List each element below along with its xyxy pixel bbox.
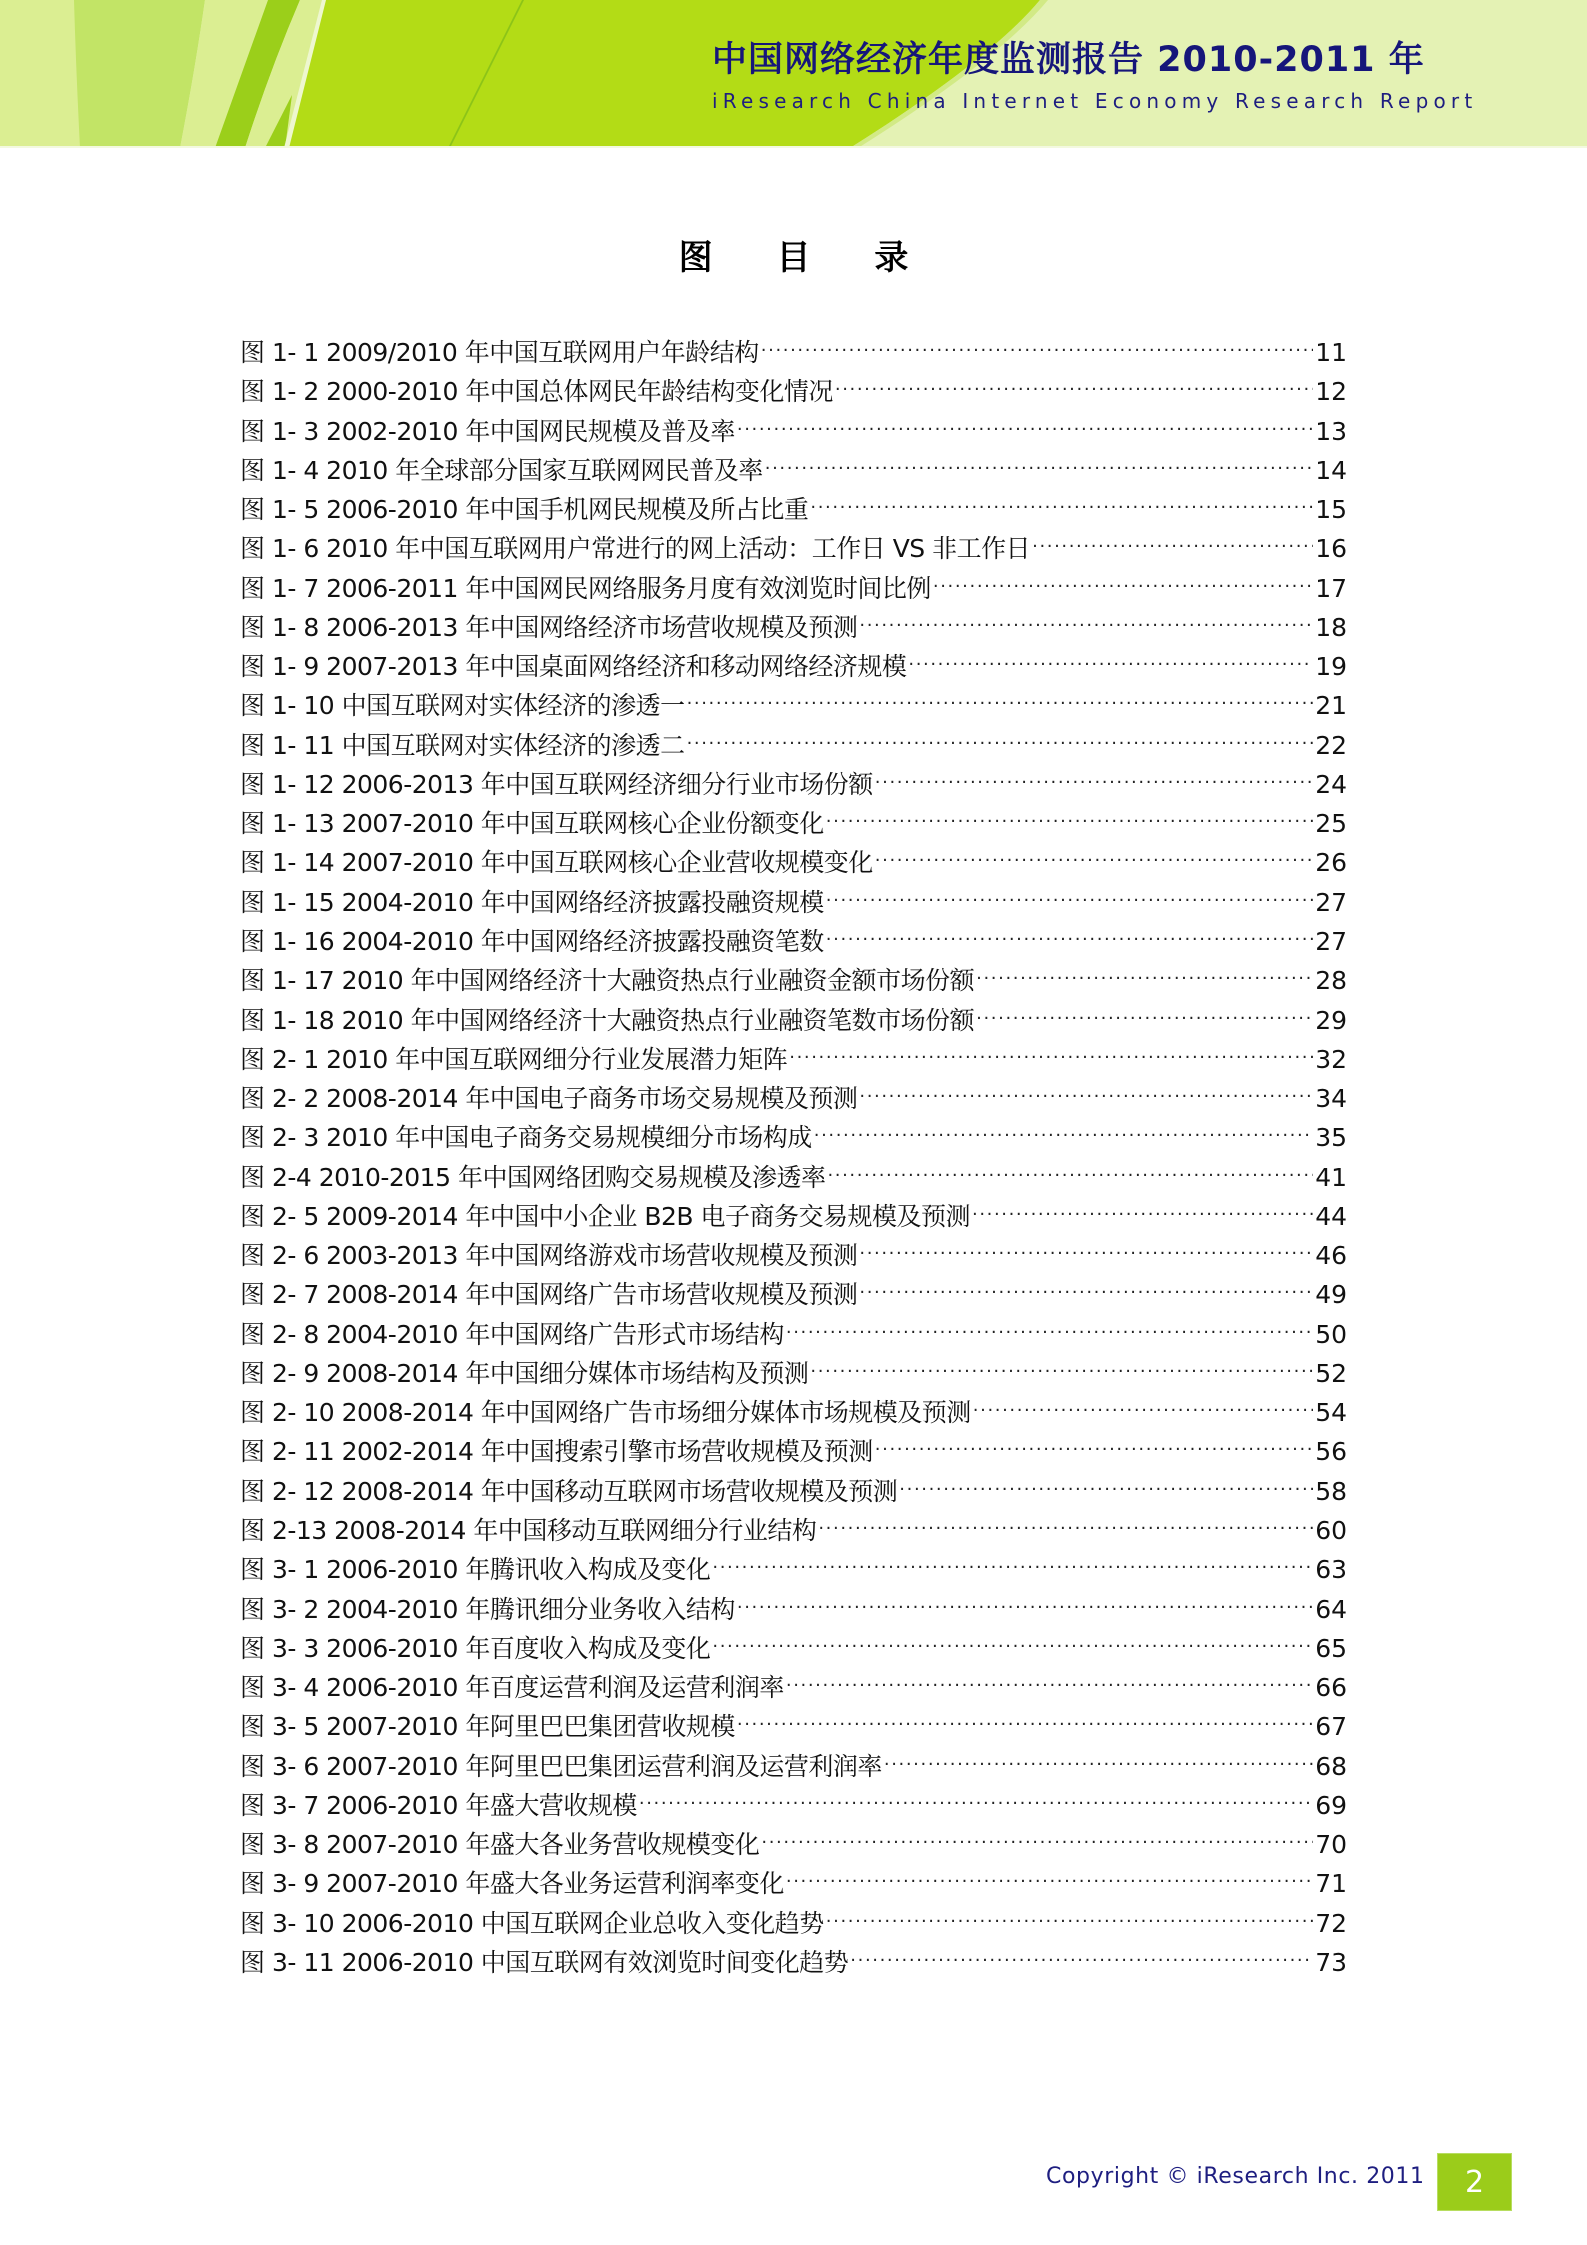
- toc-entry-label: 图 1- 12 2006-2013 年中国互联网经济细分行业市场份额: [240, 769, 873, 799]
- dot-leader: [826, 1893, 1313, 1932]
- dot-leader: [972, 1186, 1313, 1225]
- toc-entry-page: 12: [1315, 377, 1347, 407]
- dot-leader: [973, 1382, 1313, 1421]
- dot-leader: [884, 1736, 1313, 1775]
- toc-entry-page: 67: [1315, 1712, 1347, 1742]
- toc-entry-label: 图 1- 5 2006-2010 年中国手机网民规模及所占比重: [240, 495, 809, 525]
- toc-entry-label: 图 3- 11 2006-2010 中国互联网有效浏览时间变化趋势: [240, 1947, 849, 1977]
- toc-entry-label: 图 2-13 2008-2014 年中国移动互联网细分行业结构: [240, 1515, 817, 1545]
- toc-entry-label: 图 1- 18 2010 年中国网络经济十大融资热点行业融资笔数市场份额: [240, 1005, 975, 1035]
- dot-leader: [875, 1421, 1313, 1460]
- toc-entry-page: 70: [1315, 1830, 1347, 1860]
- dot-leader: [908, 636, 1313, 675]
- toc-entry-label: 图 2- 1 2010 年中国互联网细分行业发展潜力矩阵: [240, 1044, 788, 1074]
- dot-leader: [875, 754, 1313, 793]
- dot-leader: [786, 1657, 1313, 1696]
- toc-entry-page: 13: [1315, 416, 1347, 446]
- toc-entry-page: 29: [1315, 1005, 1347, 1035]
- toc-entry-label: 图 1- 4 2010 年全球部分国家互联网网民普及率: [240, 455, 763, 485]
- dot-leader: [826, 872, 1313, 911]
- dot-leader: [786, 1304, 1313, 1343]
- toc-entry-page: 22: [1315, 730, 1347, 760]
- toc-entry-label: 图 3- 6 2007-2010 年阿里巴巴集团运营利润及运营利润率: [240, 1751, 882, 1781]
- toc-entry-page: 14: [1315, 455, 1347, 485]
- toc-entry-label: 图 2-4 2010-2015 年中国网络团购交易规模及渗透率: [240, 1162, 826, 1192]
- toc-entry-page: 46: [1315, 1241, 1347, 1271]
- toc-entry-page: 49: [1315, 1280, 1347, 1310]
- toc-entry-label: 图 3- 2 2004-2010 年腾讯细分业务收入结构: [240, 1594, 735, 1624]
- dot-leader: [814, 1107, 1313, 1146]
- toc-entry-label: 图 1- 16 2004-2010 年中国网络经济披露投融资笔数: [240, 926, 824, 956]
- toc-entry-label: 图 2- 10 2008-2014 年中国网络广告市场细分媒体市场规模及预测: [240, 1398, 971, 1428]
- dot-leader: [712, 1539, 1313, 1578]
- toc-entry-label: 图 3- 9 2007-2010 年盛大各业务运营利润率变化: [240, 1869, 784, 1899]
- page-header: [0, 0, 1587, 148]
- toc-entry-label: 图 3- 4 2006-2010 年百度运营利润及运营利润率: [240, 1673, 784, 1703]
- toc-entry-page: 24: [1315, 769, 1347, 799]
- toc-entry-label: 图 2- 7 2008-2014 年中国网络广告市场营收规模及预测: [240, 1280, 858, 1310]
- dot-leader: [789, 1029, 1313, 1068]
- toc-entry-page: 63: [1315, 1555, 1347, 1585]
- toc-entry-page: 11: [1315, 338, 1347, 367]
- dot-leader: [976, 950, 1313, 989]
- toc-entry-page: 41: [1315, 1162, 1347, 1192]
- dot-leader: [850, 1932, 1313, 1971]
- toc-entry-page: 27: [1315, 926, 1347, 956]
- page-number-badge: 2: [1437, 2153, 1512, 2211]
- report-title: 中国网络经济年度监测报告 2010-2011 年: [712, 40, 1425, 80]
- toc-entry-label: 图 3- 10 2006-2010 中国互联网企业总收入变化趋势: [240, 1908, 824, 1938]
- toc-entry-page: 56: [1315, 1437, 1347, 1467]
- toc-entry-label: 图 1- 10 中国互联网对实体经济的渗透一: [240, 691, 685, 721]
- toc-entry-page: 28: [1315, 966, 1347, 996]
- toc-entry-label: 图 1- 3 2002-2010 年中国网民规模及普及率: [240, 416, 735, 446]
- dot-leader: [827, 1147, 1313, 1186]
- toc-entry-label: 图 2- 9 2008-2014 年中国细分媒体市场结构及预测: [240, 1358, 809, 1388]
- toc-entry-page: 68: [1315, 1751, 1347, 1781]
- dot-leader: [687, 715, 1314, 754]
- dot-leader: [1032, 518, 1313, 557]
- dot-leader: [818, 1500, 1313, 1539]
- toc-entry-page: 19: [1315, 652, 1347, 682]
- toc-entry-page: 32: [1315, 1044, 1347, 1074]
- toc-entry-label: 图 2- 12 2008-2014 年中国移动互联网市场营收规模及预测: [240, 1476, 898, 1506]
- toc-entry-label: 图 3- 1 2006-2010 年腾讯收入构成及变化: [240, 1555, 711, 1585]
- toc-entry-label: 图 3- 7 2006-2010 年盛大营收规模: [240, 1790, 637, 1820]
- toc-entry-label: 图 2- 8 2004-2010 年中国网络广告形式市场结构: [240, 1319, 784, 1349]
- dot-leader: [859, 597, 1313, 636]
- toc-entry-label: 图 3- 5 2007-2010 年阿里巴巴集团营收规模: [240, 1712, 735, 1742]
- toc-entry-page: 52: [1315, 1358, 1347, 1388]
- toc-entry-page: 65: [1315, 1633, 1347, 1663]
- toc-entry-label: 图 1- 17 2010 年中国网络经济十大融资热点行业融资金额市场份额: [240, 966, 975, 996]
- toc-entry-label: 图 2- 11 2002-2014 年中国搜索引擎市场营收规模及预测: [240, 1437, 873, 1467]
- page-title: 图 目 录: [678, 238, 935, 278]
- toc-entry-page: 25: [1315, 809, 1347, 839]
- toc-entry-label: 图 2- 6 2003-2013 年中国网络游戏市场营收规模及预测: [240, 1241, 858, 1271]
- toc-entry-label: 图 1- 11 中国互联网对实体经济的渗透二: [240, 730, 685, 760]
- toc-entry-label: 图 2- 3 2010 年中国电子商务交易规模细分市场构成: [240, 1123, 812, 1153]
- toc-entry-page: 17: [1315, 573, 1347, 603]
- dot-leader: [761, 1814, 1313, 1853]
- dot-leader: [712, 1618, 1313, 1657]
- dot-leader: [761, 322, 1313, 361]
- toc-entry-page: 26: [1315, 848, 1347, 878]
- dot-leader: [737, 401, 1313, 440]
- toc-entry-page: 58: [1315, 1476, 1347, 1506]
- toc-entry-label: 图 1- 9 2007-2013 年中国桌面网络经济和移动网络经济规模: [240, 652, 907, 682]
- toc-entry-page: 69: [1315, 1790, 1347, 1820]
- toc-entry-page: 16: [1315, 534, 1347, 564]
- dot-leader: [687, 675, 1314, 714]
- dot-leader: [835, 361, 1313, 400]
- toc-entry-page: 44: [1315, 1201, 1347, 1231]
- toc-entry-page: 34: [1315, 1084, 1347, 1114]
- toc-entry-label: 图 3- 3 2006-2010 年百度收入构成及变化: [240, 1633, 711, 1663]
- dot-leader: [933, 558, 1313, 597]
- toc-entry-page: 73: [1315, 1947, 1347, 1977]
- dot-leader: [737, 1579, 1313, 1618]
- figure-table-of-contents: [240, 322, 1347, 1977]
- dot-leader: [786, 1853, 1313, 1892]
- report-subtitle: iResearch China Internet Economy Research Report: [712, 89, 1478, 113]
- toc-entry-page: 72: [1315, 1908, 1347, 1938]
- dot-leader: [976, 990, 1313, 1029]
- toc-entry-label: 图 1- 7 2006-2011 年中国网民网络服务月度有效浏览时间比例: [240, 573, 931, 603]
- toc-entry-label: 图 1- 6 2010 年中国互联网用户常进行的网上活动：工作日 VS 非工作日: [240, 534, 1031, 564]
- toc-entry-label: 图 2- 5 2009-2014 年中国中小企业 B2B 电子商务交易规模及预测: [240, 1201, 970, 1231]
- dot-leader: [859, 1225, 1313, 1264]
- toc-entry-label: 图 1- 8 2006-2013 年中国网络经济市场营收规模及预测: [240, 612, 858, 642]
- toc-entry-label: 图 2- 2 2008-2014 年中国电子商务市场交易规模及预测: [240, 1084, 858, 1114]
- toc-entry-page: 35: [1315, 1123, 1347, 1153]
- toc-entry-page: 50: [1315, 1319, 1347, 1349]
- toc-entry-page: 18: [1315, 612, 1347, 642]
- toc-entry-page: 27: [1315, 887, 1347, 917]
- dot-leader: [875, 832, 1313, 871]
- toc-entry-page: 21: [1315, 691, 1347, 721]
- dot-leader: [826, 793, 1313, 832]
- toc-entry-page: 71: [1315, 1869, 1347, 1899]
- dot-leader: [826, 911, 1313, 950]
- toc-entry-page: 54: [1315, 1398, 1347, 1428]
- dot-leader: [765, 440, 1313, 479]
- toc-entry-page: 64: [1315, 1594, 1347, 1624]
- toc-entry-page: 60: [1315, 1515, 1347, 1545]
- toc-entry-label: 图 1- 14 2007-2010 年中国互联网核心企业营收规模变化: [240, 848, 873, 878]
- dot-leader: [859, 1264, 1313, 1303]
- toc-entry-page: 66: [1315, 1673, 1347, 1703]
- dot-leader: [899, 1461, 1313, 1500]
- dot-leader: [737, 1696, 1313, 1735]
- toc-entry[interactable]: [240, 322, 1347, 367]
- dot-leader: [639, 1775, 1313, 1814]
- toc-entry-page: 15: [1315, 495, 1347, 525]
- dot-leader: [859, 1068, 1313, 1107]
- toc-entry-label: 图 1- 13 2007-2010 年中国互联网核心企业份额变化: [240, 809, 824, 839]
- toc-entry-label: 图 1- 1 2009/2010 年中国互联网用户年龄结构: [240, 338, 759, 367]
- dot-leader: [810, 479, 1313, 518]
- dot-leader: [810, 1343, 1313, 1382]
- toc-entry-label: 图 3- 8 2007-2010 年盛大各业务营收规模变化: [240, 1830, 760, 1860]
- copyright-notice: Copyright © iResearch Inc. 2011: [1046, 2164, 1425, 2189]
- toc-entry-label: 图 1- 15 2004-2010 年中国网络经济披露投融资规模: [240, 887, 824, 917]
- toc-entry-label: 图 1- 2 2000-2010 年中国总体网民年龄结构变化情况: [240, 377, 833, 407]
